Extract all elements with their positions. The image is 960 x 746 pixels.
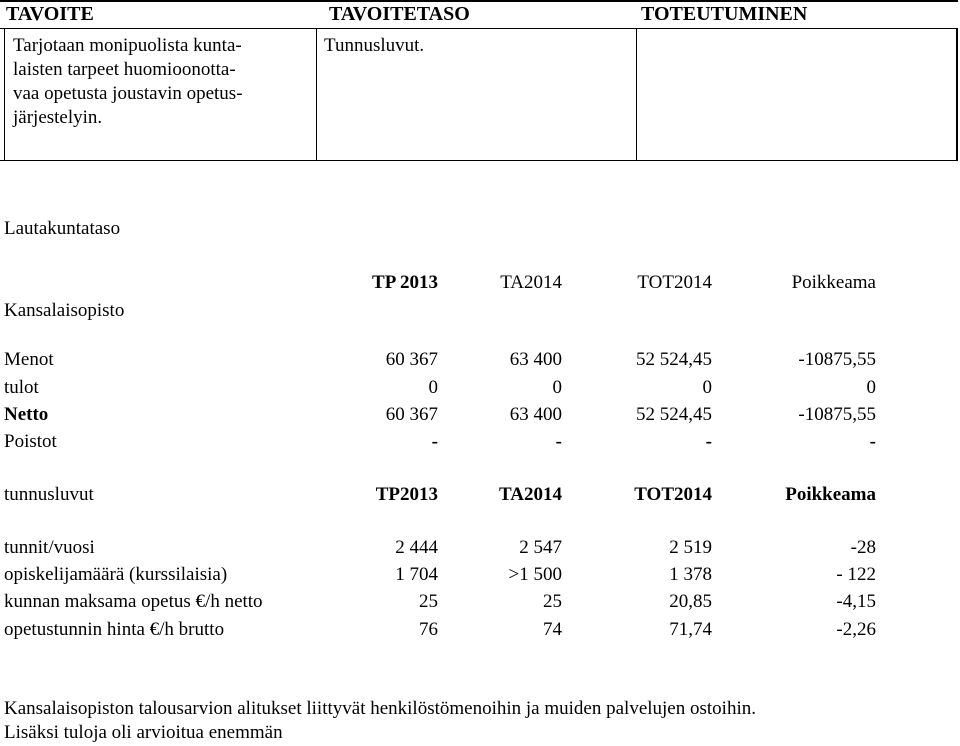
table-cell: -2,26 [836, 619, 876, 640]
table-cell: 0 [552, 377, 562, 398]
table-cell: 0 [866, 377, 876, 398]
table-cell: 25 [419, 591, 438, 612]
table-cell: 25 [543, 591, 562, 612]
table-border-top [0, 0, 958, 2]
section-title: Lautakuntataso [4, 218, 121, 239]
table-cell: 2 547 [519, 537, 562, 558]
table-cell: 20,85 [669, 591, 712, 612]
table-cell: - 122 [836, 564, 876, 585]
metrics-col-tot2014: TOT2014 [634, 484, 712, 505]
table-border-right [956, 28, 958, 161]
metrics-col-ta2014: TA2014 [499, 484, 562, 505]
table-col-divider-1 [316, 28, 317, 161]
table-cell: 60 367 [385, 349, 438, 370]
table-cell: -28 [850, 537, 876, 558]
table-cell: 76 [419, 619, 438, 640]
finance-col-poikkeama: Poikkeama [791, 272, 876, 293]
table-cell: 0 [428, 377, 438, 398]
table-border-bottom [0, 160, 958, 161]
header-toteutuminen: TOTEUTUMINEN [641, 3, 808, 25]
header-tavoitetaso: TAVOITETASO [329, 3, 470, 25]
table-cell: -10875,55 [798, 404, 876, 425]
table-cell: -10875,55 [798, 349, 876, 370]
table-cell: 63 400 [509, 349, 562, 370]
table-cell: >1 500 [508, 564, 562, 585]
goal-table [0, 0, 958, 161]
table-border-left [4, 28, 5, 161]
table-cell: 2 444 [395, 537, 438, 558]
goal-text: Tarjotaan monipuolista kunta- laisten tarpeet huomioonotta- vaa opetusta joustavin opetus- järjestelyin. [13, 35, 243, 128]
table-col-divider-2 [636, 28, 637, 161]
table-cell: - [869, 431, 876, 452]
row-label: Netto [4, 404, 49, 425]
finance-col-tot2014: TOT2014 [637, 272, 712, 293]
table-cell: 52 524,45 [636, 404, 712, 425]
table-cell: 1 704 [395, 564, 438, 585]
table-cell: 52 524,45 [636, 349, 712, 370]
footnote-line-2: Lisäksi tuloja oli arvioitua enemmän [4, 722, 283, 743]
footnote-line-1: Kansalaisopiston talousarvion alitukset liittyvät henkilöstömenoihin ja muiden palvelujen ostoihin. [4, 698, 756, 719]
table-cell: 60 367 [385, 404, 438, 425]
row-label: tunnit/vuosi [4, 537, 95, 558]
table-cell: - [431, 431, 438, 452]
table-cell: 74 [543, 619, 562, 640]
table-cell: -4,15 [836, 591, 876, 612]
table-cell: - [705, 431, 712, 452]
target-level-text: Tunnusluvut. [324, 35, 425, 56]
metrics-col-tp2013: TP2013 [375, 484, 438, 505]
finance-col-ta2014: TA2014 [500, 272, 562, 293]
metrics-col-poikkeama: Poikkeama [785, 484, 876, 505]
table-cell: - [555, 431, 562, 452]
row-label: Poistot [4, 431, 57, 452]
table-cell: 0 [702, 377, 712, 398]
row-label: opiskelijamäärä (kurssilaisia) [4, 564, 228, 585]
table-header-divider [0, 28, 958, 29]
row-label: Menot [4, 349, 54, 370]
header-tavoite: TAVOITE [6, 3, 94, 25]
finance-unit-label: Kansalaisopisto [4, 300, 125, 321]
table-cell: 2 519 [669, 537, 712, 558]
finance-col-tp2013: TP 2013 [372, 272, 438, 293]
table-cell: 1 378 [669, 564, 712, 585]
row-label: tulot [4, 377, 39, 398]
table-cell: 63 400 [509, 404, 562, 425]
row-label: kunnan maksama opetus €/h netto [4, 591, 263, 612]
row-label: opetustunnin hinta €/h brutto [4, 619, 225, 640]
metrics-label: tunnusluvut [4, 484, 94, 505]
table-cell: 71,74 [669, 619, 712, 640]
